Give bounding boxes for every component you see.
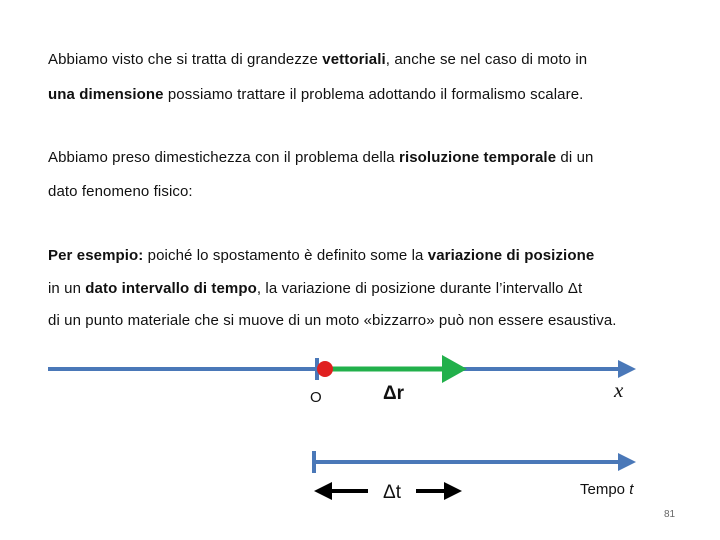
text-segment: Abbiamo visto che si tratta di grandezze bbox=[48, 51, 323, 68]
text-segment: , anche se nel caso di moto in bbox=[385, 51, 588, 68]
text-segment: poiché lo spostamento è definito some la bbox=[143, 247, 428, 264]
origin-label: O bbox=[310, 389, 322, 406]
bold-term-risoluzione-temporale: risoluzione temporale bbox=[399, 149, 557, 166]
material-point bbox=[317, 361, 333, 377]
time-axis-arrowhead bbox=[618, 453, 636, 471]
text-segment: Abbiamo preso dimestichezza con il problema della bbox=[48, 149, 400, 166]
paragraph-3-line-3: di un punto materiale che si muove di un moto «bizzarro» può non essere esaustiva. bbox=[48, 312, 617, 329]
bold-term-per-esempio: Per esempio: bbox=[48, 247, 144, 264]
paragraph-2-line-2: dato fenomeno fisico: bbox=[48, 183, 193, 200]
delta-r-label: Δr bbox=[383, 383, 405, 404]
interval-left-arrowhead bbox=[314, 482, 332, 500]
bold-term-vettoriali: vettoriali bbox=[322, 51, 386, 68]
bold-term-dato-intervallo-di-tempo: dato intervallo di tempo bbox=[85, 280, 257, 297]
text-segment: , la variazione di posizione durante l’intervallo Δt bbox=[256, 280, 583, 297]
interval-right-arrowhead bbox=[444, 482, 462, 500]
time-axis-label-text: Tempo bbox=[580, 481, 630, 498]
time-axis-label bbox=[580, 481, 633, 498]
bold-term-variazione-di-posizione: variazione di posizione bbox=[427, 247, 595, 264]
text-segment: in un bbox=[48, 280, 86, 297]
time-axis-label-symbol: t bbox=[629, 481, 634, 498]
displacement-arrowhead bbox=[442, 355, 467, 383]
text-segment: possiamo trattare il problema adottando il formalismo scalare. bbox=[163, 86, 584, 103]
position-axis-arrowhead bbox=[618, 360, 636, 378]
page-number: 81 bbox=[664, 509, 676, 520]
x-axis-label: x bbox=[614, 378, 624, 402]
text-segment: di un bbox=[556, 149, 594, 166]
delta-t-label: Δt bbox=[383, 482, 401, 503]
bold-term-una-dimensione: una dimensione bbox=[48, 86, 164, 103]
